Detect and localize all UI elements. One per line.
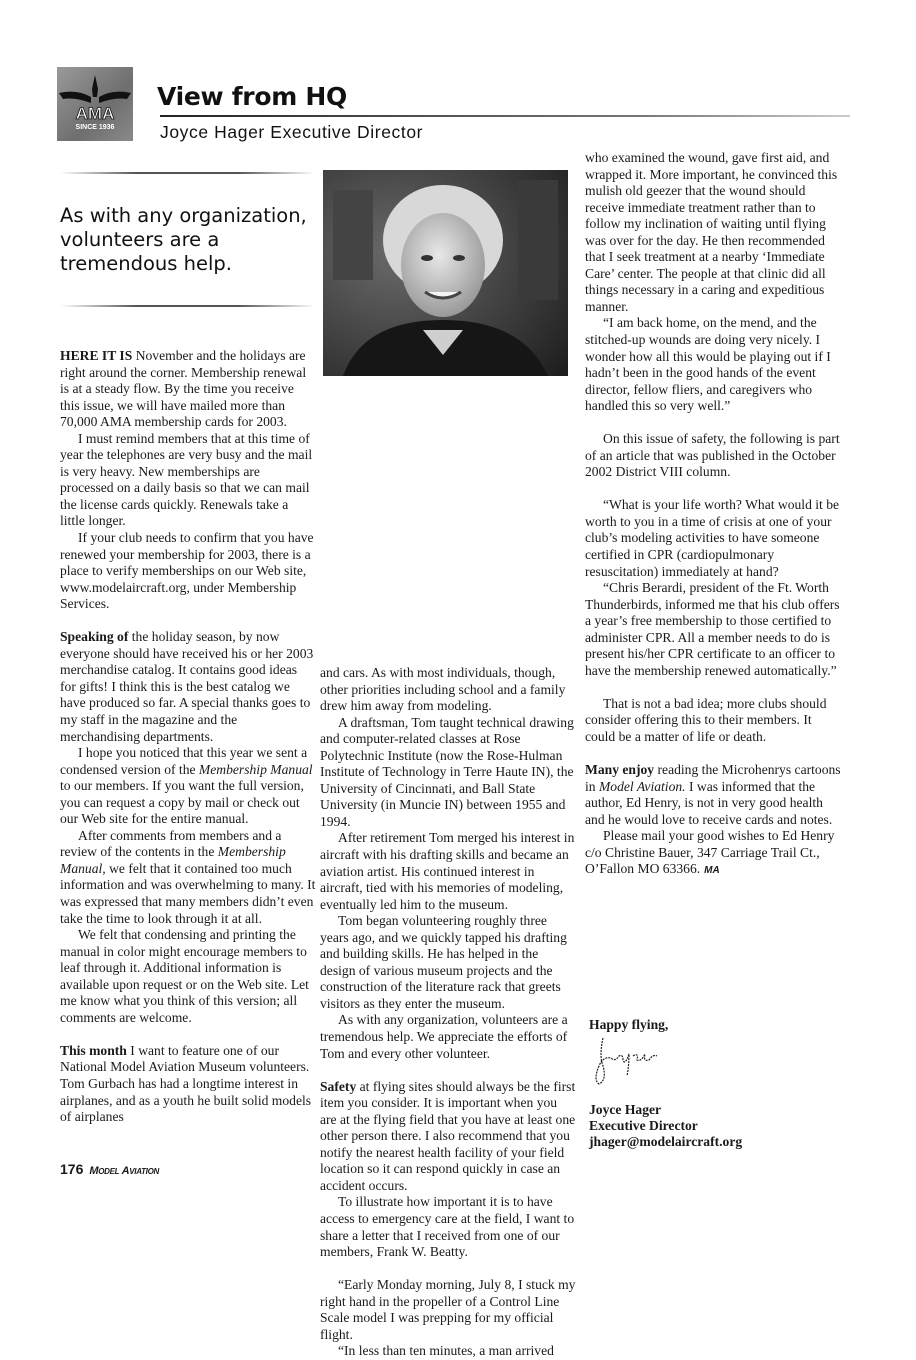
text-run: As with any organization, volunteers are a tremendous help. We appreciate the efforts of Tom and every other volunteer. <box>320 1012 568 1061</box>
text-run: After retirement Tom merged his interest in aircraft with his drafting skills and became an aviation artist. His continued interest in aircraft, tied with his memories of modeling, eventually led him to the museum. <box>320 830 575 912</box>
column-1 <box>60 348 316 1126</box>
page-title: View from HQ <box>157 82 347 111</box>
text-run: I must remind members that at this time of year the telephones are very busy and the mail is very heavy. New memberships are processed on a daily basis so that we can mail the license cards quickly. Renewals take a little longer. <box>60 430 313 529</box>
lead-in: Speaking of <box>60 629 129 645</box>
paragraph <box>320 913 576 1012</box>
paragraph <box>60 530 316 613</box>
pull-quote: As with any organization, volunteers are a tremendous help. <box>60 204 307 275</box>
signoff-role: Executive Director <box>589 1118 698 1133</box>
paragraph <box>585 580 841 679</box>
closing: Happy flying, <box>589 1017 669 1032</box>
paragraph <box>60 828 316 927</box>
text-run: at flying sites should always be the first item you consider. It is important when you are at the flying field that you have at least one other person there. I also recommend that you notify the nearest health facility of your field location so it can respond quickly in case an accident occurs. <box>320 1078 576 1193</box>
text-run: who examined the wound, gave first aid, and wrapped it. More important, he convinced this mulish old geezer that the wound should receive immediate treatment rather than to follow my inclination of waiting until flying was over for the day. He then recommended that I seek treatment at a nearby ‘Immediate Care’ center. The people at that clinic did all things necessary in a caring and expeditious manner. <box>585 150 838 314</box>
lead-in: Many enjoy <box>585 762 655 778</box>
column-2 <box>320 665 576 1360</box>
ama-logo <box>57 67 133 141</box>
italic-text: Membership Manual <box>198 761 313 777</box>
paragraph <box>585 315 841 414</box>
text-run: On this issue of safety, the following is part of an article that was published in the October 2002 District VIII column. <box>585 431 840 480</box>
text-run: That is not a bad idea; more clubs should consider offering this to their members. It could be a matter of life or death. <box>585 695 827 744</box>
handwritten-signature <box>589 1036 839 1084</box>
paragraph <box>320 830 576 913</box>
signoff-email[interactable]: jhager@modelaircraft.org <box>589 1134 743 1149</box>
lead-in: HERE IT IS <box>60 348 133 363</box>
svg-text:SINCE 1936: SINCE 1936 <box>75 124 115 131</box>
page-footer <box>60 1161 159 1177</box>
end-mark: MA <box>704 865 720 877</box>
text-run: To illustrate how important it is to have access to emergency care at the field, I want to share a letter that I received from one of our members, Frank W. Beatty. <box>320 1194 575 1260</box>
text-run: November and the holidays are right around the corner. Membership renewal is at a steady flow. By the time you receive this issue, we will have mailed more than 70,000 AMA membership cards for 2003. <box>60 348 307 430</box>
text-run: and cars. As with most individuals, though, other priorities including school and a family drew him away from modeling. <box>320 665 566 714</box>
italic-text: Membership Manual, <box>60 844 286 876</box>
text-run: I want to feature one of our National Model Aviation Museum volunteers. Tom Gurbach has had a longtime interest in airplanes, and as a youth he built solid models of airplanes <box>60 1042 312 1125</box>
magazine-name: Model Aviation <box>89 1165 159 1177</box>
text-run: I hope you noticed that this year we sent a condensed version of the <box>60 745 308 777</box>
paragraph <box>60 927 316 1026</box>
paragraph <box>320 665 576 715</box>
text-run: “What is your life worth? What would it be worth to you in a time of crisis at one of your club’s modeling activities to have someone certified in CPR (cardiopulmonary resuscitation) immediately at hand? <box>585 497 840 579</box>
text-run: “In less than ten minutes, a man arrived <box>338 1343 554 1359</box>
paragraph <box>585 150 841 315</box>
paragraph <box>60 348 316 431</box>
author-byline: Joyce Hager Executive Director <box>160 122 424 142</box>
text-run: After comments from members and a review of the contents in the <box>60 827 282 860</box>
lead-in: This month <box>60 1042 127 1058</box>
lead-in: Safety <box>320 1078 357 1094</box>
text-run: We felt that condensing and printing the manual in color might encourage members to leaf through it. Additional information is available upon request or on the Web site. Let me know what you think of this version; all comments are welcome. <box>60 927 309 1025</box>
text-run: reading the Microhenrys cartoons in <box>585 762 841 794</box>
paragraph <box>60 431 316 530</box>
pull-quote-bottom-rule <box>60 305 315 307</box>
paragraph <box>585 431 841 481</box>
text-run: “I am back home, on the mend, and the stitched-up wounds are doing very nicely. I wonder how all this would be playing out if I hadn’t been in the good hands of the event director, fellow fliers, and caregivers who handled this so very well.” <box>585 315 831 414</box>
portrait-photo <box>323 170 568 376</box>
paragraph <box>60 629 316 745</box>
text-run: to our members. If you want the full version, you can request a copy by mail or check out our Web site for the entire manual. <box>60 778 304 827</box>
column-3 <box>585 150 841 880</box>
text-run: Please mail your good wishes to Ed Henry c/o Christine Bauer, 347 Carriage Trail Ct., O’Fallon MO 63366. <box>585 828 835 877</box>
paragraph <box>585 762 841 828</box>
text-run: the holiday season, by now everyone should have received his or her 2003 merchandise catalog. It contains good ideas for gifts! I think this is the best catalog we have produced so far. A special thanks goes to my staff in the magazine and the merchandising departments. <box>60 629 314 744</box>
paragraph <box>320 1277 576 1343</box>
text-run: A draftsman, Tom taught technical drawing and computer-related classes at Rose Polytechnic Institute (now the Rose-Hulman Institute of Technology in Terre Haute IN), the University of Cincinnati, and Ball State University (in Muncie IN) between 1955 and 1994. <box>320 714 574 829</box>
italic-text: Model Aviation. <box>598 778 686 794</box>
text-run: we felt that it contained too much information and was overwhelming to many. It was expressed that many members didn’t even take the time to look through it at all. <box>60 860 316 926</box>
paragraph <box>585 497 841 580</box>
text-run: Tom began volunteering roughly three years ago, and we quickly tapped his drafting and building skills. He has helped in the design of various museum projects and the construction of the literature rack that greets visitors as they enter the museum. <box>320 913 567 1011</box>
paragraph <box>320 715 576 831</box>
page-number: 176 <box>60 1161 84 1177</box>
paragraph <box>585 828 841 880</box>
signoff-name: Joyce Hager <box>589 1102 662 1117</box>
title-rule <box>160 115 850 117</box>
svg-text:AMA: AMA <box>75 104 115 123</box>
text-run: “Early Monday morning, July 8, I stuck my right hand in the propeller of a Control Line Scale model I was prepping for my official flight. <box>320 1277 576 1342</box>
pull-quote-top-rule <box>60 172 315 174</box>
paragraph <box>320 1343 576 1360</box>
paragraph <box>60 1043 316 1126</box>
paragraph <box>60 745 316 828</box>
text-run: If your club needs to confirm that you have renewed your membership for 2003, there is a place to verify memberships on our Web site, www.modelaircraft.org, under Membership Services. <box>60 530 314 612</box>
paragraph <box>320 1079 576 1195</box>
text-run: “Chris Berardi, president of the Ft. Worth Thunderbirds, informed me that his club offers a year’s free membership to those certified to administer CPR. All a member needs to do is present his/her CPR certificate to an officer to have the membership renewed automatically.” <box>585 580 840 678</box>
paragraph <box>320 1194 576 1260</box>
text-run: I was informed that the author, Ed Henry, is not in very good health and he would love to receive cards and notes. <box>585 778 833 827</box>
paragraph <box>320 1012 576 1062</box>
paragraph <box>585 696 841 746</box>
